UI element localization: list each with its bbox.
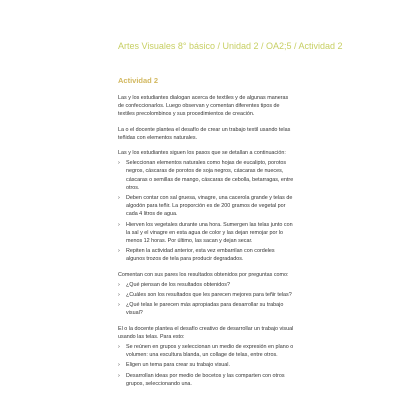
bullet-icon: ›	[118, 248, 120, 255]
list-item	[118, 159, 294, 192]
question-text: ¿Qué piensan de los resultados obtenidos?	[126, 281, 230, 288]
step-text: Seleccionan elementos naturales como hojas de eucalipto, porotos negros, cáscaras de porotos de soja negros, cáscaras de nueces, cáscaras o semillas de mango, cáscaras de cebolla, betarragas, entre otros.	[126, 160, 294, 191]
step-text: Repiten la actividad anterior, esta vez embarrilan con cordeles algunos trozos de tela para producir degradados.	[126, 248, 275, 263]
list-item	[118, 361, 294, 369]
challenge-paragraph-1: La o el docente plantea el desafío de crear un trabajo textil usando telas teñidas con elementos naturales.	[118, 126, 291, 141]
tasks-list	[118, 343, 294, 388]
task-text: Desarrollan ideas por medio de bocetos y las comparten con otros grupos, seleccionando una.	[126, 372, 285, 387]
activity-heading: Actividad 2	[118, 76, 159, 85]
steps-intro: Las y los estudiantes siguen los pasos que se detallan a continuación:	[118, 150, 286, 157]
bullet-icon: ›	[118, 302, 120, 309]
bullet-icon: ›	[118, 372, 120, 379]
intro-paragraph: Las y los estudiantes dialogan acerca de textiles y de algunas maneras de confeccionarlos. Luego observan y comentan diferentes tipos de textiles precolombinos y sus procedimientos de creación.	[118, 95, 289, 118]
questions-intro: Comentan con sus pares los resultados obtenidos por preguntas como:	[118, 271, 289, 278]
list-item	[118, 221, 294, 246]
questions-list	[118, 281, 294, 318]
challenge-paragraph-2: El o la docente plantea el desafío creativo de desarrollar un trabajo visual usando las telas. Para esto:	[118, 325, 294, 340]
bullet-icon: ›	[118, 292, 120, 299]
question-text: ¿Qué telas le parecen más apropiadas para desarrollar su trabajo visual?	[126, 302, 284, 317]
list-item	[118, 281, 294, 289]
page-header: Artes Visuales 8° básico / Unidad 2 / OA2;5 / Actividad 2	[118, 41, 343, 51]
bullet-icon: ›	[118, 195, 120, 202]
task-text: Eligen un tema para crear su trabajo visual.	[126, 362, 230, 369]
list-item	[118, 372, 294, 388]
step-text: Hierven los vegetales durante una hora. Sumergen las telas junto con la sal y el vinagre en esta agua de color y las dejan remojar por lo menos 12 horas. Por último, las sacan y dejan secar.	[126, 221, 293, 245]
bullet-icon: ›	[118, 281, 120, 288]
question-text: ¿Cuáles son los resultados que les parecen mejores para teñir telas?	[126, 292, 292, 299]
step-text: Deben contar con sal gruesa, vinagre, una cacerola grande y telas de algodón para teñir. La proporción es de 200 gramos de vegetal por cada 4 litros de agua.	[126, 195, 293, 218]
bullet-icon: ›	[118, 344, 120, 351]
list-item	[118, 301, 294, 317]
list-item	[118, 291, 294, 299]
task-text: Se reúnen en grupos y seleccionan un medio de expresión en plano o volumen: una escultura blanda, un collage de telas, entre otros.	[126, 344, 294, 359]
list-item	[118, 247, 294, 263]
bullet-icon: ›	[118, 362, 120, 369]
bullet-icon: ›	[118, 221, 120, 228]
list-item	[118, 194, 294, 219]
bullet-icon: ›	[118, 160, 120, 167]
steps-list	[118, 159, 294, 263]
list-item	[118, 343, 294, 359]
